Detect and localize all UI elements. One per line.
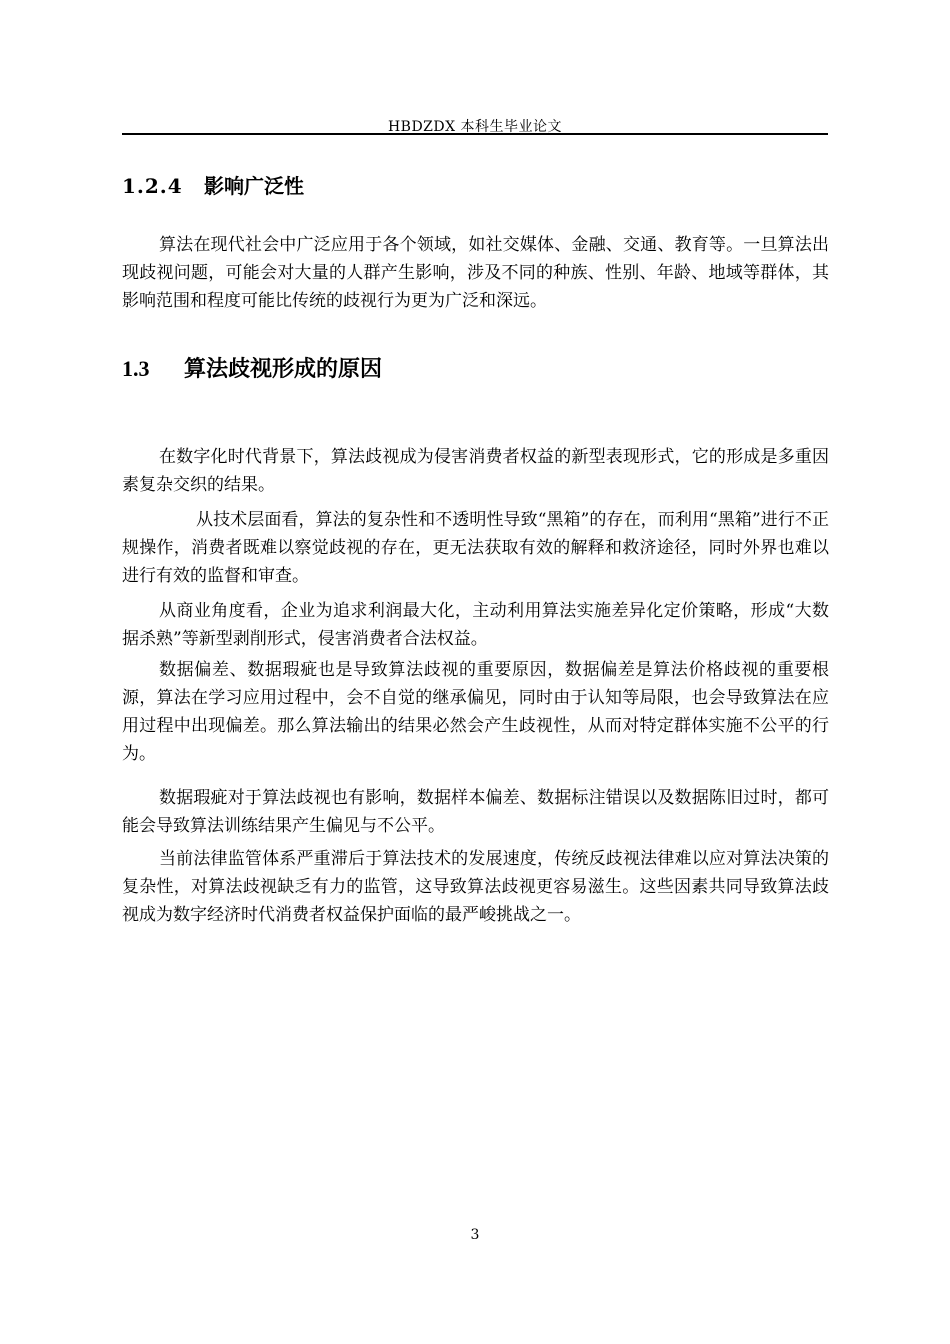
section-heading-1-2-4 [122,170,304,199]
body-paragraph: 从商业角度看，企业为追求利润最大化，主动利用算法实施差异化定价策略，形成“大数据杀熟”等新型剥削形式，侵害消费者合法权益。 [122,601,829,649]
running-header: HBDZDX 本科生毕业论文 [387,119,563,135]
section-number: 1.2.4 [122,174,183,198]
body-paragraph: 数据偏差、数据瑕疵也是导致算法歧视的重要原因，数据偏差是算法价格歧视的重要根源，算法在学习应用过程中，会不自觉的继承偏见，同时由于认知等局限，也会导致算法在应用过程中出现偏差。那么算法输出的结果必然会产生歧视性，从而对特定群体实施不公平的行为。 [122,660,829,764]
section-title: 影响广泛性 [204,174,304,198]
body-paragraph: 从技术层面看，算法的复杂性和不透明性导致“黑箱”的存在，而利用“黑箱”进行不正规操作，消费者既难以察觉歧视的存在，更无法获取有效的解释和救济途径，同时外界也难以进行有效的监督和审查。 [122,510,829,586]
section-heading-1-3 [122,352,382,383]
body-paragraph: 当前法律监管体系严重滞后于算法技术的发展速度，传统反歧视法律难以应对算法决策的复杂性，对算法歧视缺乏有力的监管，这导致算法歧视更容易滋生。这些因素共同导致算法歧视成为数字经济时代消费者权益保护面临的最严峻挑战之一。 [122,849,829,925]
body-paragraph: 数据瑕疵对于算法歧视也有影响，数据样本偏差、数据标注错误以及数据陈旧过时，都可能会导致算法训练结果产生偏见与不公平。 [122,788,829,836]
body-paragraph: 算法在现代社会中广泛应用于各个领域，如社交媒体、金融、交通、教育等。一旦算法出现歧视问题，可能会对大量的人群产生影响，涉及不同的种族、性别、年龄、地域等群体，其影响范围和程度可能比传统的歧视行为更为广泛和深远。 [122,235,829,311]
header-divider [122,133,828,135]
body-paragraph: 在数字化时代背景下，算法歧视成为侵害消费者权益的新型表现形式，它的形成是多重因素复杂交织的结果。 [122,447,829,495]
page-number: 3 [470,1227,480,1243]
section-title: 算法歧视形成的原因 [184,356,383,382]
section-number: 1.3 [122,356,150,381]
